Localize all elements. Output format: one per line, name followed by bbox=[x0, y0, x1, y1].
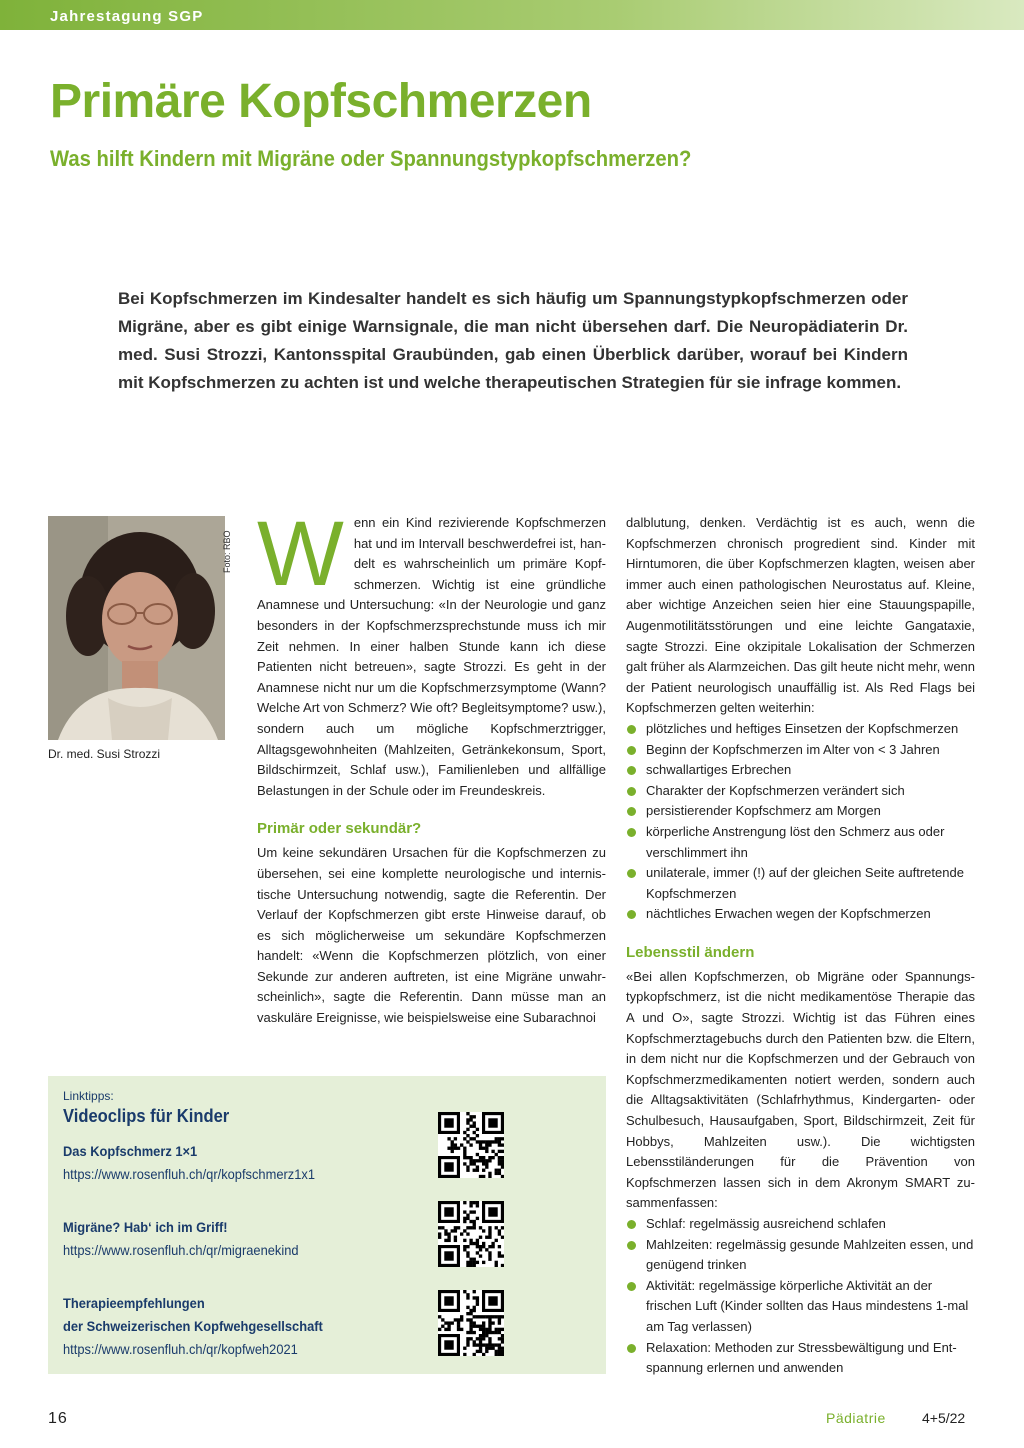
link-item-2 bbox=[63, 1216, 299, 1262]
red-flags-list bbox=[626, 719, 975, 925]
body-column-2 bbox=[626, 513, 975, 1379]
qr-code-icon[interactable] bbox=[438, 1112, 504, 1178]
subheading-lifestyle: Lebensstil ändern bbox=[626, 943, 755, 961]
list-item: Schlaf: regelmässig ausreichend schlafen bbox=[626, 1214, 975, 1235]
link-title-line2: der Schweizerischen Kopfwehgesellschaft bbox=[63, 1318, 323, 1334]
link-tips-box bbox=[48, 1076, 606, 1374]
list-item: schwallartiges Erbrechen bbox=[626, 760, 975, 781]
paragraph-red-flags-intro: dalblutung, denken. Verdächtig ist es auch, wenn die Kopfschmerzen chronisch progredient sind. Kinder mit Hirntumoren, die über Kopfschmerzen klagten, weisen aber immer auch einen pathologischen Neurostatus auf. Kleine, aber wichtige Anzeichen seien hier eine Stauungspapille, Augenmotilitätsstörungen und eine leichte Gangataxie, sagte Strozzi. Eine okzipitale Lokalisation der Schmerzen galt früher als Alarmzeichen. Das gilt heute nicht mehr, wenn der Patient neurologisch unauffällig ist. Als Red Flags bei Kopfschmerzen gelten weiterhin: bbox=[626, 515, 976, 716]
link-url[interactable]: https://www.rosenfluh.ch/qr/kopfschmerz1x1 bbox=[63, 1166, 315, 1182]
link-url[interactable]: https://www.rosenfluh.ch/qr/migraenekind bbox=[63, 1242, 299, 1258]
section-header-bar bbox=[0, 0, 1024, 30]
link-title: Therapieempfehlungen bbox=[63, 1295, 205, 1311]
linkbox-label: Linktipps: bbox=[63, 1089, 114, 1103]
photo-caption: Dr. med. Susi Strozzi bbox=[48, 747, 161, 761]
photo-credit: Foto: RBO bbox=[222, 530, 232, 573]
journal-name: Pädiatrie bbox=[826, 1410, 886, 1426]
dropcap: W bbox=[257, 503, 344, 605]
list-item: persistierender Kopfschmerz am Morgen bbox=[626, 801, 975, 822]
intro-paragraph: W enn ein Kind rezivierende Kopfschmerzen hat und im Intervall beschwerdefrei ist, handelt es wahrscheinlich um primäre Kopfschmerzen. Wichtig ist eine gründliche Anamnese und Untersuchung: «In der Neurologie und ganz besonders in der Kopfschmerzsprechstunde muss ich mir Zeit nehmen. In einer halben Stunde kann ich diese Patienten nicht betreuen», sagte Strozzi. Es geht in der Anamnese nicht nur um die Kopfschmerzsymptome (Wann? Welche Art von Schmerz? Wie oft? Begleitsymptome? usw.), sondern auch um mögliche Kopfschmerztrigger, Alltagsgewohnheiten (Mahlzeiten, Getränkekonsum, Sport, Bildschirmzeit, Schlaf usw.), Familienleben und allfällige Belastungen in der Schule oder im Freundeskreis. bbox=[257, 503, 606, 798]
link-item-1 bbox=[63, 1140, 315, 1186]
list-item: nächtliches Erwachen wegen der Kopfschmerzen bbox=[626, 904, 975, 925]
qr-code-icon[interactable] bbox=[438, 1290, 504, 1356]
page-number: 16 bbox=[48, 1410, 68, 1427]
list-item: körperliche Anstrengung löst den Schmerz aus oder verschlimmert ihn bbox=[626, 822, 975, 863]
smart-list bbox=[626, 1214, 975, 1379]
list-item: plötzliches und heftiges Einsetzen der Kopfschmerzen bbox=[626, 719, 975, 740]
list-item: Relaxation: Methoden zur Stressbewältigung und Entspannung erlernen und anwenden bbox=[626, 1338, 975, 1379]
subheading-primary-secondary: Primär oder sekundär? bbox=[257, 820, 422, 838]
issue-number: 4+5/22 bbox=[922, 1410, 966, 1426]
linkbox-heading: Videoclips für Kinder bbox=[63, 1106, 230, 1126]
section-label: Jahrestagung SGP bbox=[50, 8, 204, 25]
link-item-3 bbox=[63, 1292, 323, 1361]
list-item: Charakter der Kopfschmerzen verändert sich bbox=[626, 781, 975, 802]
qr-code-icon[interactable] bbox=[438, 1201, 504, 1267]
paragraph-secondary-causes: Um keine sekundären Ursachen für die Kopfschmerzen zu übersehen, sei eine komplette neurologische und internistische Untersuchung notwendig, sagte die Referentin. Der Verlauf der Kopfschmerzen gibt erste Hinweise darauf, ob es sich möglicherweise um sekundäre Kopfschmerzen handelt: «Wenn die Kopfschmerzen plötzlich, von einer Sekunde zur anderen auftreten, ist eine Migräne unwahrscheinlich», sagte die Referentin. Dann müsse man an vaskuläre Ereignisse, wie beispielsweise eine Subarachnoi bbox=[257, 845, 606, 1026]
list-item: Beginn der Kopfschmerzen im Alter von < 3 Jahren bbox=[626, 740, 975, 761]
list-item: Aktivität: regelmässige körperliche Aktivität an der frischen Luft (Kinder sollten das Haus mindestens 1-mal am Tag verlassen) bbox=[626, 1276, 975, 1338]
list-item: unilaterale, immer (!) auf der gleichen Seite auftretende Kopfschmerzen bbox=[626, 863, 975, 904]
link-title: Migräne? Hab‘ ich im Griff! bbox=[63, 1219, 228, 1235]
paragraph-lifestyle: «Bei allen Kopfschmerzen, ob Migräne oder Spannungstypkopfschmerz, ist die nicht medikamentöse Therapie das A und O», sagte Strozzi. Wichtig ist das Führen eines Kopfschmerztagebuchs durch den Patienten bzw. die Eltern, in dem nicht nur die Kopfschmerzen und der Gebrauch von Kopfschmerzmedikamenten notiert werden, sondern auch die Alltagsaktivitäten (Schlafrhythmus, Kindergarten- oder Schulbesuch, Hausaufgaben, Sport, Bildschirmzeit, Zeit für Hobbys, Mahlzeiten usw.). Die wichtigsten Lebensstiländerungen für die Prävention von Kopfschmerzen lassen sich in dem Akronym SMART zusammenfassen: bbox=[626, 968, 975, 1211]
article-lead: Bei Kopfschmerzen im Kindesalter handelt es sich häufig um Spannungstypkopfschmerzen oder Migräne, aber es gibt einige Warnsignale, die man nicht übersehen darf. Die Neuropädiaterin Dr. med. Susi Strozzi, Kantonsspital Graubünden, gab einen Überblick darüber, worauf bei Kindern mit Kopfschmerzen zu achten ist und welche therapeutischen Strategien für sie infrage kommen. bbox=[118, 289, 908, 392]
article-subtitle: Was hilft Kindern mit Migräne oder Spannungstypkopfschmerzen? bbox=[50, 146, 692, 171]
article-title: Primäre Kopfschmerzen bbox=[50, 75, 592, 128]
link-title: Das Kopfschmerz 1×1 bbox=[63, 1143, 198, 1159]
list-item: Mahlzeiten: regelmässig gesunde Mahlzeiten essen, und genügend trinken bbox=[626, 1235, 975, 1276]
portrait-photo bbox=[48, 516, 225, 740]
link-url[interactable]: https://www.rosenfluh.ch/qr/kopfweh2021 bbox=[63, 1341, 298, 1357]
body-column-1 bbox=[257, 503, 606, 1029]
